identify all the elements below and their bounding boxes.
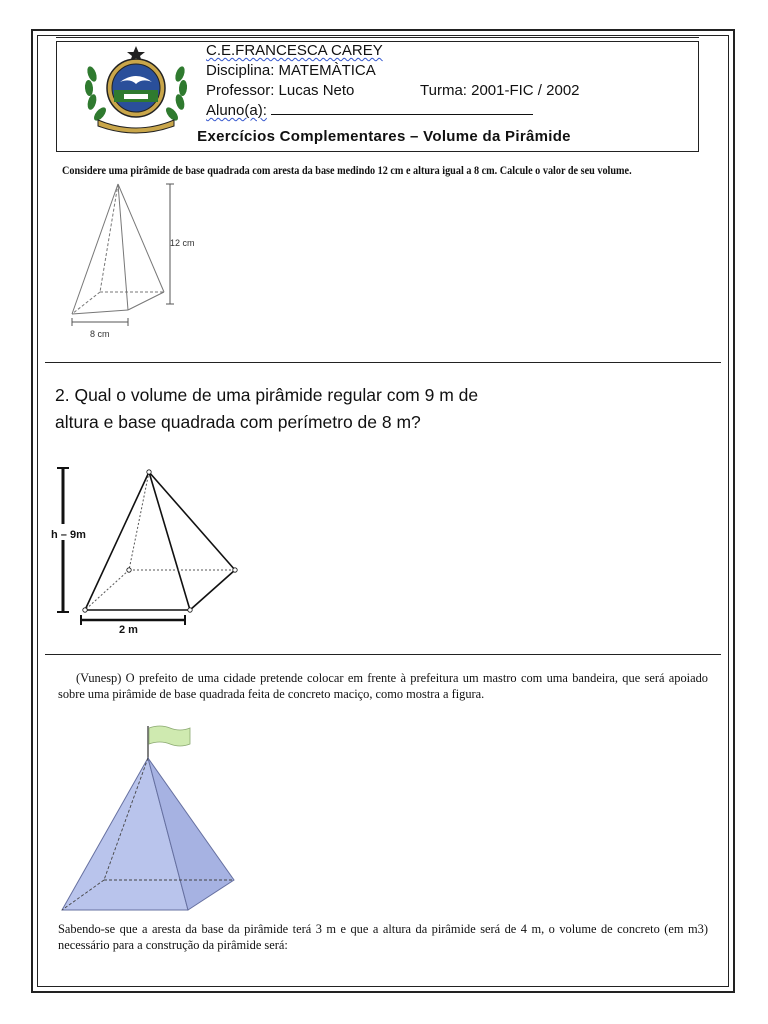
question2-base-label: 2 m [119, 624, 138, 636]
question3-closing: Sabendo-se que a aresta da base da pirâmide terá 3 m e que a altura da pirâmide será de 4 m, o volume de concreto (em m3) necessário para a construção da pirâmide será: [58, 922, 708, 952]
school-emblem-icon [82, 44, 190, 134]
question3-intro: (Vunesp) O prefeito de uma cidade pretende colocar em frente à prefeitura um mastro com uma bandeira, que será apoiado sobre uma pirâmide de base quadrada feita de concreto maciço, como mostra a figura. [58, 671, 708, 701]
question2-line2: altura e base quadrada com perímetro de 8 m? [55, 412, 421, 432]
question2-height-label: h – 9m [51, 529, 86, 541]
flag-icon [149, 726, 190, 746]
separator-2 [45, 654, 721, 655]
separator-1 [45, 362, 721, 363]
page-title: Exercícios Complementares – Volume da Pirâmide [197, 128, 571, 145]
professor-line: Professor: Lucas Neto [206, 82, 355, 99]
header-top-rule [56, 37, 699, 38]
question1-text: Considere uma pirâmide de base quadrada com aresta da base medindo 12 cm e altura igual a 8 cm. Calcule o valor de seu volume. [62, 164, 632, 177]
discipline-line: Disciplina: MATEMÀTICA [206, 62, 376, 79]
question2-text [55, 382, 478, 436]
question3-pyramid-flag-figure [56, 720, 246, 920]
student-name-blank[interactable] [271, 102, 533, 115]
class-info: Turma: 2001-FIC / 2002 [420, 82, 580, 99]
question1-height-label: 12 cm [170, 238, 195, 248]
question2-pyramid-figure [45, 460, 255, 640]
question2-line1: 2. Qual o volume de uma pirâmide regular com 9 m de [55, 385, 479, 405]
question1-base-label: 8 cm [90, 329, 110, 339]
question1-pyramid-figure [60, 178, 210, 343]
school-name: C.E.FRANCESCA CAREY [206, 42, 383, 59]
student-line: Aluno(a): [206, 102, 533, 119]
